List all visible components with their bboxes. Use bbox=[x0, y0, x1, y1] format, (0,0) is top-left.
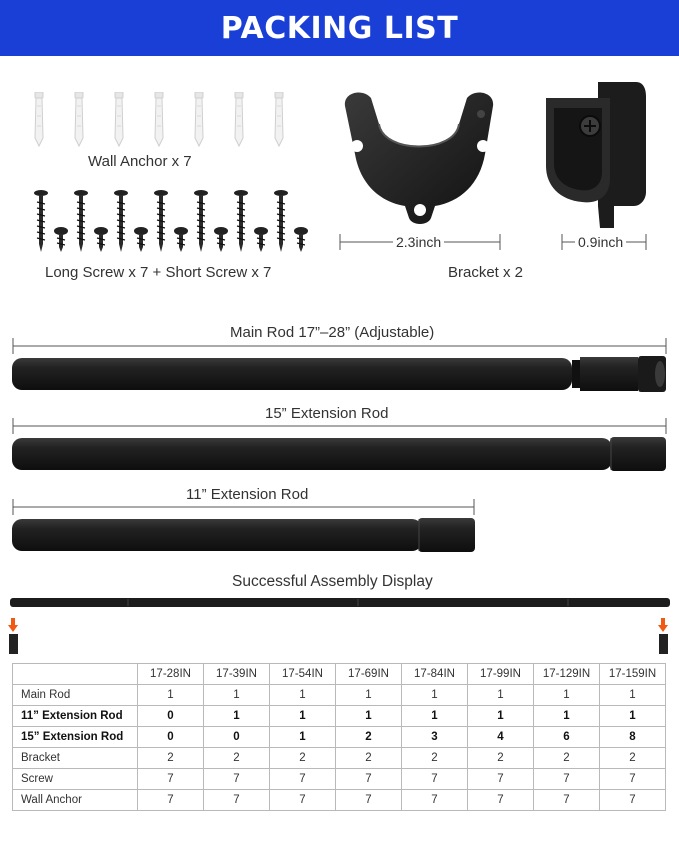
table-cell: 7 bbox=[270, 769, 336, 790]
table-cell: 7 bbox=[204, 769, 270, 790]
assembly-display-image bbox=[8, 596, 672, 660]
table-cell: 1 bbox=[468, 685, 534, 706]
table-cell: 1 bbox=[336, 685, 402, 706]
table-cell: 2 bbox=[204, 748, 270, 769]
row-label: Screw bbox=[13, 769, 138, 790]
table-row bbox=[13, 727, 666, 748]
table-cell: 7 bbox=[402, 790, 468, 811]
table-cell: 7 bbox=[600, 790, 666, 811]
table-cell: 8 bbox=[600, 727, 666, 748]
column-header: 17-69IN bbox=[336, 664, 402, 685]
long-screw-icon bbox=[34, 190, 48, 254]
row-label: Bracket bbox=[13, 748, 138, 769]
bracket-side-icon bbox=[540, 82, 650, 232]
table-cell: 1 bbox=[402, 706, 468, 727]
column-header: 17-54IN bbox=[270, 664, 336, 685]
long-screw-icon bbox=[234, 190, 248, 254]
table-row bbox=[13, 685, 666, 706]
table-cell: 2 bbox=[336, 748, 402, 769]
table-row bbox=[13, 706, 666, 727]
short-screw-icon bbox=[254, 227, 268, 253]
main-rod-label: Main Rod 17”–28” (Adjustable) bbox=[224, 324, 440, 341]
ext11-rod-label: 11” Extension Rod bbox=[180, 486, 314, 503]
table-cell: 1 bbox=[534, 685, 600, 706]
short-screw-icon bbox=[54, 227, 68, 253]
table-cell: 7 bbox=[336, 790, 402, 811]
table-cell: 7 bbox=[336, 769, 402, 790]
table-cell: 3 bbox=[402, 727, 468, 748]
short-screw-icon bbox=[294, 227, 308, 253]
ext15-rod-label: 15” Extension Rod bbox=[259, 405, 394, 422]
wall-anchor-caption: Wall Anchor x 7 bbox=[88, 153, 192, 170]
table-cell: 7 bbox=[204, 790, 270, 811]
wall-anchor-icon bbox=[232, 92, 246, 148]
table-corner-cell bbox=[13, 664, 138, 685]
table-cell: 7 bbox=[534, 769, 600, 790]
column-header: 17-84IN bbox=[402, 664, 468, 685]
table-cell: 7 bbox=[468, 790, 534, 811]
table-cell: 7 bbox=[534, 790, 600, 811]
row-label: 11” Extension Rod bbox=[13, 706, 138, 727]
table-header-row bbox=[13, 664, 666, 685]
column-header: 17-129IN bbox=[534, 664, 600, 685]
wall-anchor-icon bbox=[32, 92, 46, 148]
down-arrow-icon bbox=[658, 618, 668, 654]
table-cell: 7 bbox=[138, 790, 204, 811]
row-label: Main Rod bbox=[13, 685, 138, 706]
long-screw-icon bbox=[154, 190, 168, 254]
short-screw-icon bbox=[134, 227, 148, 253]
header-banner bbox=[0, 0, 679, 56]
column-header: 17-39IN bbox=[204, 664, 270, 685]
table-cell: 1 bbox=[402, 685, 468, 706]
table-cell: 7 bbox=[270, 790, 336, 811]
table-cell: 7 bbox=[600, 769, 666, 790]
table-row bbox=[13, 748, 666, 769]
wall-anchor-icon bbox=[272, 92, 286, 148]
table-cell: 1 bbox=[600, 685, 666, 706]
table-cell: 7 bbox=[468, 769, 534, 790]
table-cell: 0 bbox=[204, 727, 270, 748]
table-cell: 1 bbox=[270, 706, 336, 727]
table-cell: 1 bbox=[270, 685, 336, 706]
table-cell: 1 bbox=[468, 706, 534, 727]
column-header: 17-159IN bbox=[600, 664, 666, 685]
main-rod-image bbox=[10, 354, 670, 394]
screw-caption: Long Screw x 7 + Short Screw x 7 bbox=[45, 264, 272, 281]
row-label: Wall Anchor bbox=[13, 790, 138, 811]
table-cell: 2 bbox=[600, 748, 666, 769]
table-cell: 2 bbox=[270, 748, 336, 769]
table-cell: 1 bbox=[600, 706, 666, 727]
table-row bbox=[13, 769, 666, 790]
wall-anchor-icon bbox=[192, 92, 206, 148]
table-cell: 2 bbox=[336, 727, 402, 748]
wall-anchor-icon bbox=[152, 92, 166, 148]
ext11-rod-image bbox=[10, 515, 480, 555]
table-cell: 4 bbox=[468, 727, 534, 748]
short-screw-icon bbox=[214, 227, 228, 253]
wall-anchor-icon bbox=[72, 92, 86, 148]
table-cell: 7 bbox=[402, 769, 468, 790]
table-cell: 2 bbox=[534, 748, 600, 769]
column-header: 17-28IN bbox=[138, 664, 204, 685]
table-cell: 2 bbox=[138, 748, 204, 769]
table-cell: 1 bbox=[270, 727, 336, 748]
table-row bbox=[13, 790, 666, 811]
long-screw-icon bbox=[114, 190, 128, 254]
table-cell: 0 bbox=[138, 706, 204, 727]
row-label: 15” Extension Rod bbox=[13, 727, 138, 748]
bracket-width-label: 2.3inch bbox=[393, 234, 444, 250]
table-cell: 6 bbox=[534, 727, 600, 748]
bracket-depth-label: 0.9inch bbox=[575, 234, 626, 250]
table-cell: 1 bbox=[204, 685, 270, 706]
column-header: 17-99IN bbox=[468, 664, 534, 685]
long-screw-icon bbox=[194, 190, 208, 254]
table-cell: 1 bbox=[138, 685, 204, 706]
short-screw-icon bbox=[94, 227, 108, 253]
down-arrow-icon bbox=[8, 618, 18, 654]
table-cell: 2 bbox=[468, 748, 534, 769]
table-cell: 1 bbox=[534, 706, 600, 727]
wall-anchor-icon bbox=[112, 92, 126, 148]
table-cell: 1 bbox=[336, 706, 402, 727]
long-screw-icon bbox=[74, 190, 88, 254]
page-title: PACKING LIST bbox=[220, 10, 459, 46]
table-cell: 0 bbox=[138, 727, 204, 748]
ext15-rod-image bbox=[10, 434, 670, 474]
table-cell: 1 bbox=[204, 706, 270, 727]
assembly-caption: Successful Assembly Display bbox=[232, 573, 433, 590]
bracket-caption: Bracket x 2 bbox=[448, 264, 524, 281]
table-cell: 2 bbox=[402, 748, 468, 769]
short-screw-icon bbox=[174, 227, 188, 253]
packing-table bbox=[12, 663, 666, 811]
long-screw-icon bbox=[274, 190, 288, 254]
table-cell: 7 bbox=[138, 769, 204, 790]
bracket-front-icon bbox=[335, 84, 505, 234]
